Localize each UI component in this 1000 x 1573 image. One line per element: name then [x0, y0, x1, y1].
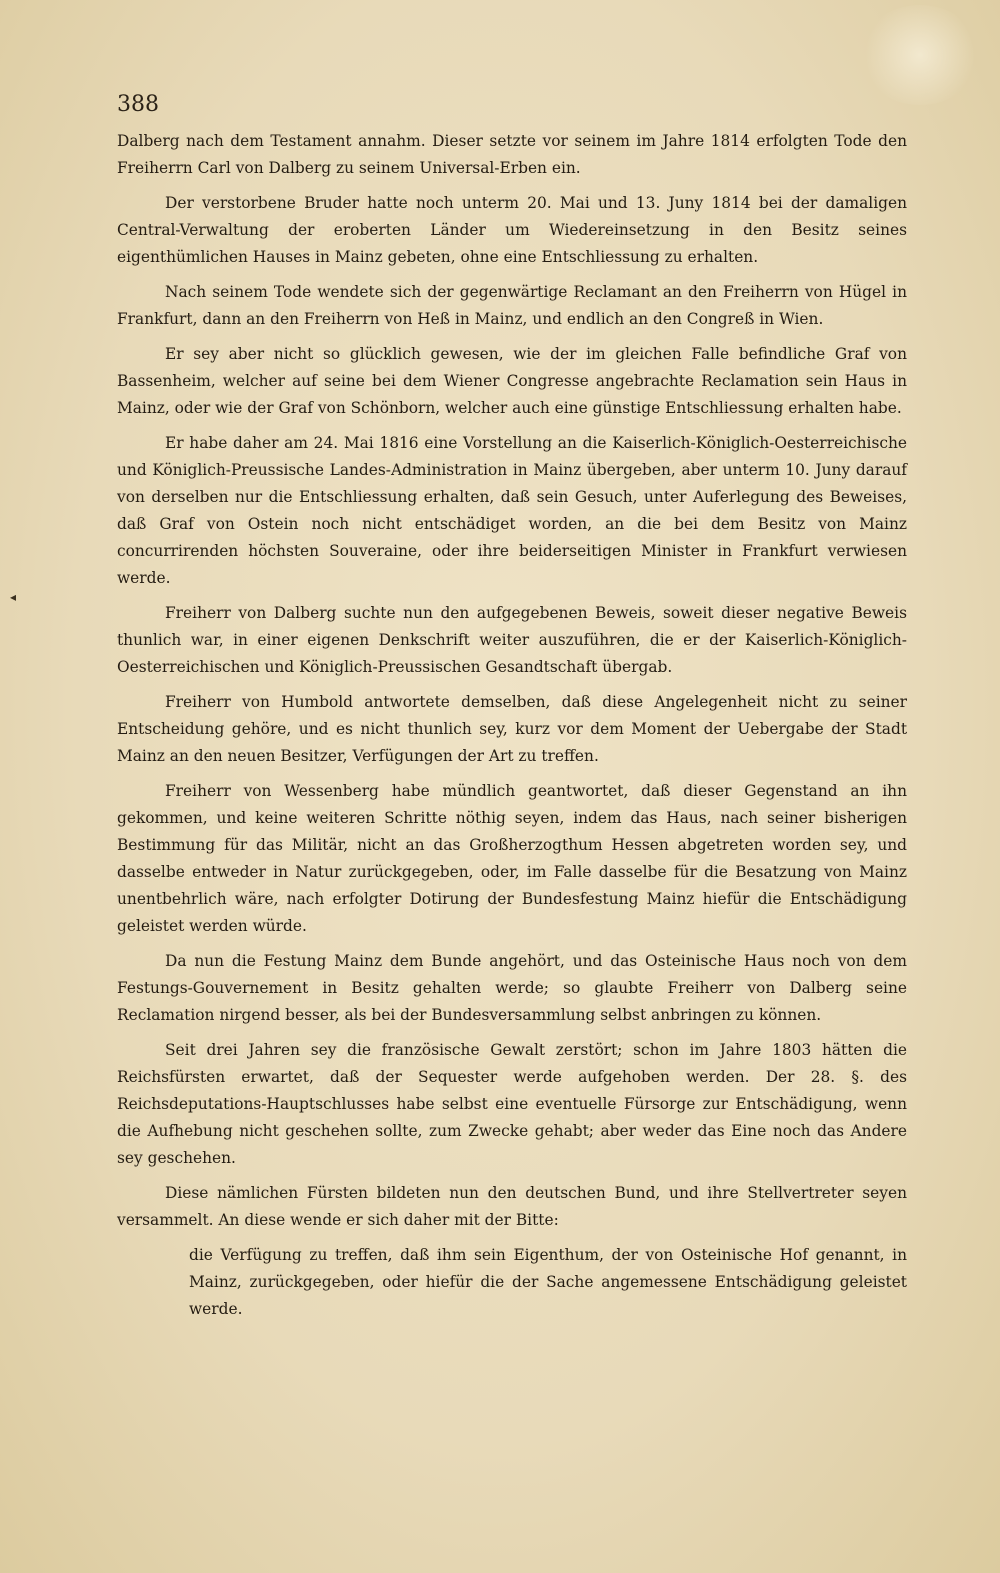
paper-stain: [860, 5, 980, 105]
paragraph: Er sey aber nicht so glücklich gewesen, wie der im gleichen Falle befindliche Graf von Bassenheim, welcher auf seine bei dem Wiener Congresse angebrachte Reclamation sein Haus in Mainz, oder wie der Graf von Schönborn, welcher auch eine günstige Entschliessung erhalten habe.: [117, 345, 907, 417]
page-number: 388: [117, 92, 159, 117]
paragraph: Er habe daher am 24. Mai 1816 eine Vorstellung an die Kaiserlich-Königlich-Oesterreichische und Königlich-Preussische Landes-Administration in Mainz übergeben, aber unterm 10. Juny darauf von derselben nur die Entschliessung erhalten, daß sein Gesuch, unter Auferlegung des Beweises, daß Graf von Ostein noch nicht entschädiget worden, an die bei dem Besitz von Mainz concurrirenden höchsten Souveraine, oder ihre beiderseitigen Minister in Frankfurt verwiesen werde.: [117, 434, 907, 587]
paragraph: Seit drei Jahren sey die französische Gewalt zerstört; schon im Jahre 1803 hätten die Reichsfürsten erwartet, daß der Sequester werde aufgehoben werden. Der 28. §. des Reichsdeputations-Hauptschlusses habe selbst eine eventuelle Fürsorge zur Entschädigung, wenn die Aufhebung nicht geschehen sollte, zum Zwecke gehabt; aber weder das Eine noch das Andere sey geschehen.: [117, 1041, 907, 1167]
paragraph: Der verstorbene Bruder hatte noch unterm 20. Mai und 13. Juny 1814 bei der damaligen Central-Verwaltung der eroberten Länder um Wiedereinsetzung in den Besitz seines eigenthümlichen Hauses in Mainz gebeten, ohne eine Entschliessung zu erhalten.: [117, 194, 907, 266]
paragraph: Nach seinem Tode wendete sich der gegenwärtige Reclamant an den Freiherrn von Hügel in Frankfurt, dann an den Freiherrn von Heß in Mainz, und endlich an den Congreß in Wien.: [117, 283, 907, 328]
body-text: [117, 128, 907, 1331]
paragraph: Freiherr von Humbold antwortete demselben, daß diese Angelegenheit nicht zu seiner Entscheidung gehöre, und es nicht thunlich sey, kurz vor dem Moment der Uebergabe der Stadt Mainz an den neuen Besitzer, Verfügungen der Art zu treffen.: [117, 693, 907, 765]
paragraph: Da nun die Festung Mainz dem Bunde angehört, und das Osteinische Haus noch von dem Festungs-Gouvernement in Besitz gehalten werde; so glaubte Freiherr von Dalberg seine Reclamation nirgend besser, als bei der Bundesversammlung selbst anbringen zu können.: [117, 952, 907, 1024]
paragraph: Freiherr von Wessenberg habe mündlich geantwortet, daß dieser Gegenstand an ihn gekommen, und keine weiteren Schritte nöthig seyen, indem das Haus, nach seiner bisherigen Bestimmung für das Militär, nicht an das Großherzogthum Hessen abgetreten worden sey, und dasselbe entweder in Natur zurückgegeben, oder, im Falle dasselbe für die Besatzung von Mainz unentbehrlich wäre, nach erfolgter Dotirung der Bundesfestung Mainz hiefür die Entschädigung geleistet werden würde.: [117, 782, 907, 935]
paragraph: Dalberg nach dem Testament annahm. Dieser setzte vor seinem im Jahre 1814 erfolgten Tode den Freiherrn Carl von Dalberg zu seinem Universal-Erben ein.: [117, 132, 907, 177]
paragraph: Diese nämlichen Fürsten bildeten nun den deutschen Bund, und ihre Stellvertreter seyen versammelt. An diese wende er sich daher mit der Bitte:: [117, 1184, 907, 1229]
petition-quote: die Verfügung zu treffen, daß ihm sein Eigenthum, der von Osteinische Hof genannt, in Mainz, zurückgegeben, oder hiefür die der Sache angemessene Entschädigung geleistet werde.: [189, 1246, 907, 1318]
margin-mark: ◂: [10, 590, 17, 604]
paragraph: Freiherr von Dalberg suchte nun den aufgegebenen Beweis, soweit dieser negative Beweis thunlich war, in einer eigenen Denkschrift weiter auszuführen, die er der Kaiserlich-Königlich-Oesterreichischen und Königlich-Preussischen Gesandtschaft übergab.: [117, 604, 907, 676]
